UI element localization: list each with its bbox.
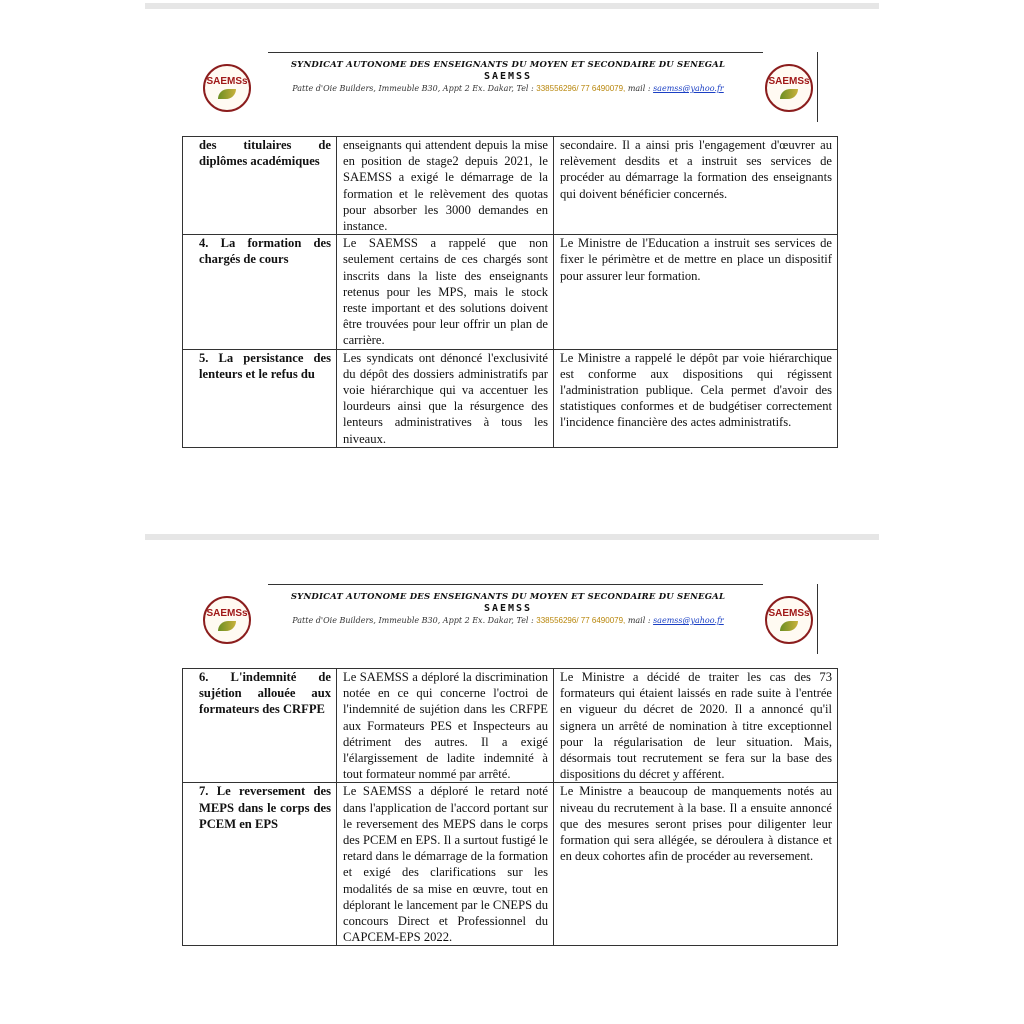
feather-icon <box>218 621 236 631</box>
email-link[interactable]: saemss@yahoo.fr <box>653 616 724 625</box>
minister-response-cell: Le Ministre a beaucoup de manquements notés au niveau du recrutement à la base. Il a ensuite annoncé que des mesures seront prises pour diligenter leur formation qui sera allégée, se déroulera à distance et en deux cohortes afin de procéder au reversement. <box>554 783 838 946</box>
topic-text: 7. Le reversement des MEPS dans le corps des PCEM en EPS <box>199 784 331 831</box>
feather-icon <box>218 89 236 99</box>
topic-text: 4. La formation des chargés de cours <box>199 236 331 267</box>
address-text: Patte d'Oie Builders, Immeuble B30, Appt 2 Ex. Dakar, Tel : <box>292 616 534 625</box>
logo-text: SAEMSs <box>768 76 810 87</box>
email-link[interactable]: saemss@yahoo.fr <box>653 84 724 93</box>
saemss-logo <box>765 64 813 112</box>
saemss-logo <box>765 596 813 644</box>
letterhead <box>198 52 818 122</box>
table-row <box>183 669 838 783</box>
saemss-position-cell: enseignants qui attendent depuis la mise en position de stage2 depuis 2021, le SAEMSS a exigé le démarrage de la formation et le relèvement des quotas pour absorber les 3000 demandes en instance. <box>337 137 554 235</box>
logo-text: SAEMSs <box>206 608 248 619</box>
logo-text: SAEMSs <box>206 76 248 87</box>
header-rule <box>817 52 818 122</box>
table-row <box>183 235 838 349</box>
topic-cell <box>183 783 337 946</box>
saemss-position-cell: Le SAEMSS a rappelé que non seulement certains de ces chargés sont inscrits dans la liste des enseignants retenus pour les MPS, mais le stock reste important et des solutions doivent être trouvées pour leur offrir un plan de carrière. <box>337 235 554 349</box>
header-rule <box>268 52 763 53</box>
page-separator <box>145 3 879 9</box>
feather-icon <box>780 621 798 631</box>
minister-response-cell: Le Ministre a décidé de traiter les cas des 73 formateurs qui étaient laissés en rade suite à l'entrée en vigueur du décret de 2020. Il a annoncé qu'il signera un arrêté de nomination à titre exceptionnel pour la régularisation de leur situation. Mais, désormais tout recrutement se fera sur la base des dispositions du décret y afférent. <box>554 669 838 783</box>
union-acronym: SAEMSS <box>483 603 533 614</box>
topic-cell <box>183 349 337 447</box>
table-row <box>183 137 838 235</box>
union-acronym: SAEMSS <box>483 71 533 82</box>
union-name: SYNDICAT AUTONOME DES ENSEIGNANTS DU MOYEN ET SECONDAIRE DU SENEGAL <box>290 60 726 70</box>
saemss-position-cell: Le SAEMSS a déploré le retard noté dans l'application de l'accord portant sur le reversement des MEPS dans le corps des PCEM en EPS. Il a surtout fustigé le retard dans le démarrage de la formation et exigé des clarifications sur les modalités de sa mise en œuvre, tout en déplorant le lancement par le CNEPS du concours Direct et Professionnel du CAPCEM-EPS 2022. <box>337 783 554 946</box>
table-row <box>183 783 838 946</box>
letterhead-text <box>258 592 758 625</box>
letterhead-text <box>258 60 758 93</box>
page-separator <box>145 534 879 540</box>
phone-number: 338556296/ 77 6490079, <box>536 616 626 625</box>
table-row <box>183 349 838 447</box>
topic-cell <box>183 235 337 349</box>
mail-label: mail : <box>627 616 651 625</box>
saemss-logo <box>203 64 251 112</box>
union-name: SYNDICAT AUTONOME DES ENSEIGNANTS DU MOYEN ET SECONDAIRE DU SENEGAL <box>290 592 726 602</box>
grievance-table <box>182 668 838 946</box>
letterhead <box>198 584 818 654</box>
mail-label: mail : <box>627 84 651 93</box>
saemss-position-cell: Le SAEMSS a déploré la discrimination notée en ce qui concerne l'octroi de l'indemnité de sujétion dans les CRFPE aux Formateurs PES et Inspecteurs au détriment des autres. Il a exigé l'élargissement de ladite indemnité à tout formateur nommé par arrêté. <box>337 669 554 783</box>
header-rule <box>817 584 818 654</box>
address-text: Patte d'Oie Builders, Immeuble B30, Appt 2 Ex. Dakar, Tel : <box>292 84 534 93</box>
union-address <box>258 84 758 93</box>
header-rule <box>268 584 763 585</box>
topic-cell <box>183 669 337 783</box>
topic-cell <box>183 137 337 235</box>
minister-response-cell: Le Ministre a rappelé le dépôt par voie hiérarchique est conforme aux dispositions qui régissent l'administration publique. Cela permet d'avoir des statistiques conformes et de budgétiser correctement l'incidence financière des actes administratifs. <box>554 349 838 447</box>
topic-text: 6. L'indemnité de sujétion allouée aux formateurs des CRFPE <box>199 670 331 717</box>
grievance-table <box>182 136 838 448</box>
saemss-position-cell: Les syndicats ont dénoncé l'exclusivité du dépôt des dossiers administratifs par voie hiérarchique qui va accentuer les lourdeurs ainsi que la résurgence des lenteurs administratives à tous les niveaux. <box>337 349 554 447</box>
logo-text: SAEMSs <box>768 608 810 619</box>
saemss-logo <box>203 596 251 644</box>
topic-text: 5. La persistance des lenteurs et le refus du <box>199 350 331 381</box>
minister-response-cell: Le Ministre de l'Education a instruit ses services de fixer le périmètre et de mettre en place un dispositif pour assurer leur formation. <box>554 235 838 349</box>
minister-response-cell: secondaire. Il a ainsi pris l'engagement d'œuvrer au relèvement desdits et a instruit ses services de procéder au démarrage la formation des enseignants qui doivent bénéficier concernés. <box>554 137 838 235</box>
union-address <box>258 616 758 625</box>
feather-icon <box>780 89 798 99</box>
topic-text: des titulaires de diplômes académiques <box>199 138 331 169</box>
phone-number: 338556296/ 77 6490079, <box>536 84 626 93</box>
